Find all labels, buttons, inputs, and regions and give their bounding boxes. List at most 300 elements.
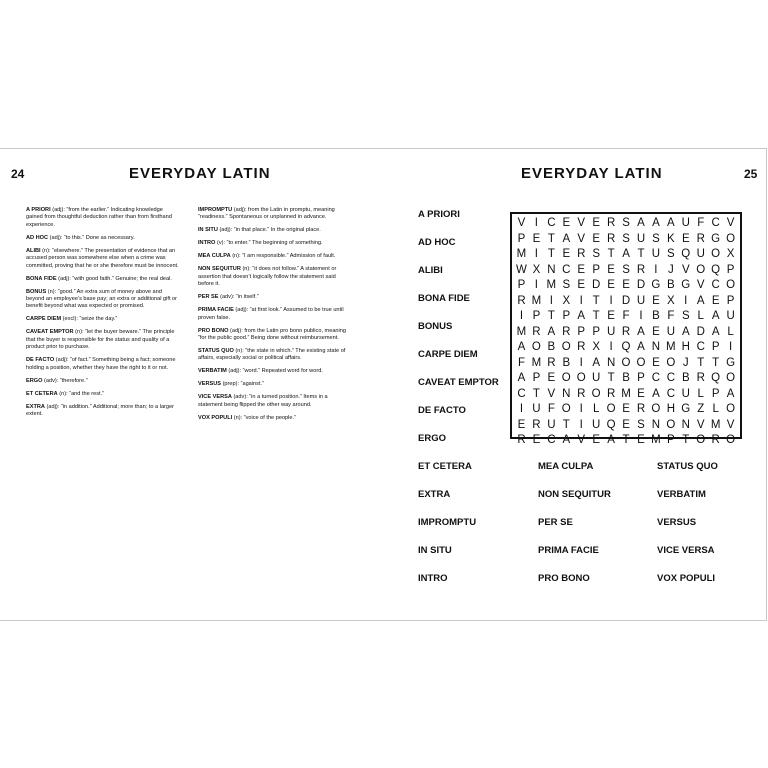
glossary-definition: (adj): from the Latin in promptu, meaning “readiness.” Spontaneous or unplanned in advance. — [198, 207, 335, 221]
grid-letter: U — [636, 232, 646, 245]
grid-letter: O — [561, 403, 571, 415]
word-list-item: EXTRA — [418, 489, 451, 500]
grid-letter: E — [652, 356, 660, 369]
grid-letter: M — [531, 294, 542, 307]
glossary-entry — [26, 207, 179, 229]
grid-letter: A — [637, 341, 645, 353]
grid-letter: N — [681, 418, 690, 431]
grid-letter: S — [562, 279, 571, 291]
glossary-entry — [26, 276, 179, 283]
grid-row — [514, 402, 738, 418]
glossary-entry — [198, 294, 351, 301]
grid-letter: O — [726, 279, 736, 291]
glossary-entry — [26, 329, 179, 351]
glossary-column-1 — [26, 207, 179, 424]
grid-letter: P — [532, 372, 541, 384]
grid-letter: I — [534, 279, 538, 291]
grid-letter: U — [532, 403, 541, 415]
grid-letter: A — [517, 341, 526, 353]
word-list-item: PRIMA FACIE — [538, 545, 599, 556]
glossary-term: INTRO — [198, 240, 216, 247]
grid-letter: I — [579, 418, 583, 431]
grid-letter: R — [606, 232, 616, 245]
grid-letter: R — [547, 356, 556, 369]
glossary-entry — [26, 289, 179, 311]
glossary-definition: (n): “elsewhere.” The presentation of evidence that an accused person was somewhere else when a crime was committed, proving that he or she therefore must be innocent. — [26, 247, 179, 269]
grid-letter: A — [562, 232, 571, 245]
word-list-item: ALIBI — [418, 265, 443, 276]
grid-letter: T — [607, 372, 615, 384]
glossary-entry — [26, 391, 179, 398]
grid-letter: X — [592, 341, 600, 353]
glossary-entry — [26, 248, 179, 270]
grid-letter: N — [651, 418, 661, 431]
glossary-term: DE FACTO — [26, 357, 55, 364]
grid-letter: K — [667, 232, 675, 245]
word-list-item: INTRO — [418, 573, 448, 584]
grid-letter: A — [577, 310, 586, 322]
glossary-entry — [198, 240, 351, 247]
glossary-definition: (n): “let the buyer beware.” The principle that the buyer is responsible for the status and quality of a product prior to purchase. — [26, 329, 175, 351]
glossary-term: CAVEAT EMPTOR — [26, 329, 74, 336]
glossary-definition: (adv): “in a turned position.” Items in a statement being flipped the other way around. — [198, 394, 328, 408]
grid-letter: R — [517, 294, 526, 307]
grid-letter: C — [666, 372, 675, 384]
glossary-term: ET CETERA — [26, 390, 58, 397]
grid-letter: E — [577, 263, 586, 276]
grid-letter: L — [712, 403, 719, 415]
grid-letter: E — [607, 310, 615, 322]
glossary-definition: (adv): “in itself.” — [218, 294, 259, 301]
grid-letter: D — [621, 294, 631, 307]
grid-letter: A — [696, 294, 705, 307]
grid-letter: O — [696, 434, 706, 446]
grid-row — [514, 216, 738, 232]
grid-letter: A — [667, 217, 675, 229]
grid-letter: G — [651, 279, 661, 291]
grid-letter: B — [667, 279, 675, 291]
grid-letter: R — [636, 403, 646, 415]
grid-letter: E — [681, 232, 690, 245]
glossary-term: VERSUS — [198, 381, 222, 388]
grid-letter: U — [592, 372, 601, 384]
left-page — [0, 149, 384, 620]
word-list-item: VERBATIM — [657, 489, 706, 500]
glossary-definition: (n): “the state in which.” The existing state of affairs, especially social or political affairs. — [198, 348, 346, 362]
grid-letter: E — [637, 387, 645, 400]
grid-row — [514, 325, 738, 341]
grid-letter: R — [696, 372, 705, 384]
grid-letter: G — [681, 403, 691, 415]
glossary-definition: (adj): from the Latin pro bono publico, meaning “for the public good.” Being done without reimbursement. — [198, 327, 347, 342]
grid-letter: C — [711, 217, 720, 229]
word-list-item: IMPROMPTU — [418, 517, 477, 528]
grid-letter: F — [667, 310, 675, 322]
grid-letter: V — [681, 263, 690, 276]
grid-letter: A — [681, 325, 690, 338]
grid-letter: L — [592, 403, 600, 415]
grid-letter: E — [652, 294, 660, 307]
grid-letter: T — [562, 418, 570, 431]
grid-letter: R — [562, 325, 571, 338]
grid-letter: E — [622, 279, 630, 291]
grid-letter: F — [547, 403, 555, 415]
grid-letter: P — [726, 294, 735, 307]
grid-letter: E — [652, 325, 660, 338]
grid-letter: F — [517, 356, 525, 369]
word-list-item: VERSUS — [657, 517, 697, 528]
right-page — [384, 149, 767, 620]
grid-letter: M — [531, 356, 542, 369]
grid-letter: S — [622, 232, 630, 245]
grid-letter: I — [579, 403, 583, 415]
glossary-term: IN SITU — [198, 227, 218, 234]
grid-letter: A — [637, 217, 645, 229]
grid-letter: R — [577, 248, 586, 260]
word-list-item: IN SITU — [418, 545, 452, 556]
grid-letter: H — [681, 341, 690, 353]
grid-row — [514, 371, 738, 387]
grid-letter: U — [592, 418, 601, 431]
grid-letter: V — [726, 418, 735, 431]
grid-letter: B — [652, 310, 660, 322]
glossary-term: MEA CULPA — [198, 253, 231, 260]
word-list-item: CAVEAT EMPTOR — [418, 377, 499, 388]
grid-letter: R — [517, 434, 526, 446]
grid-letter: Q — [711, 372, 721, 384]
grid-row — [514, 387, 738, 403]
grid-letter: T — [592, 294, 600, 307]
grid-letter: V — [547, 387, 556, 400]
grid-letter: L — [697, 310, 704, 322]
grid-letter: F — [622, 310, 630, 322]
grid-row — [514, 278, 738, 294]
grid-letter: I — [684, 294, 688, 307]
grid-letter: E — [517, 418, 526, 431]
grid-letter: I — [728, 341, 733, 353]
grid-letter: B — [622, 372, 630, 384]
glossary-definition: (n): “good.” An extra sum of money above and beyond an employee’s base pay; an extra or additional gift or benefit beyond what was expected or promised. — [26, 288, 178, 310]
grid-letter: I — [519, 310, 524, 322]
word-list-left — [418, 209, 499, 601]
grid-letter: P — [637, 372, 645, 384]
grid-letter: C — [666, 387, 675, 400]
page-title-right: EVERYDAY LATIN — [521, 165, 663, 182]
grid-letter: P — [711, 387, 720, 400]
grid-letter: C — [547, 434, 556, 446]
grid-letter: J — [667, 263, 674, 276]
grid-letter: T — [622, 434, 630, 446]
grid-letter: A — [711, 310, 720, 322]
grid-letter: S — [637, 418, 645, 431]
grid-letter: P — [577, 325, 586, 338]
glossary-entry — [198, 394, 351, 409]
grid-letter: V — [577, 217, 586, 229]
grid-letter: C — [517, 387, 526, 400]
word-list-item: STATUS QUO — [657, 461, 718, 472]
page-title-left: EVERYDAY LATIN — [129, 165, 271, 182]
glossary-term: VICE VERSA — [198, 394, 232, 401]
glossary-column-2 — [198, 207, 351, 428]
glossary-term: STATUS QUO — [198, 348, 234, 355]
glossary-term: EXTRA — [26, 403, 45, 410]
grid-letter: S — [592, 248, 600, 260]
grid-letter: O — [726, 232, 736, 245]
grid-letter: E — [637, 434, 645, 446]
grid-letter: I — [654, 263, 658, 276]
grid-letter: T — [682, 434, 690, 446]
grid-letter: E — [592, 232, 600, 245]
glossary-definition: (adj): “in addition.” Additional; more than; to a larger extent. — [26, 403, 175, 418]
glossary-entry — [198, 266, 351, 288]
grid-letter: I — [534, 248, 538, 260]
grid-letter: S — [652, 232, 660, 245]
grid-letter: P — [592, 325, 600, 338]
grid-letter: T — [637, 248, 645, 260]
grid-letter: N — [651, 341, 661, 353]
glossary-definition: (adv): “therefore.” — [42, 377, 88, 384]
grid-letter: F — [697, 217, 705, 229]
grid-letter: A — [517, 372, 526, 384]
grid-letter: R — [636, 263, 646, 276]
grid-letter: A — [637, 325, 645, 338]
grid-letter: V — [577, 434, 586, 446]
grid-letter: O — [621, 356, 631, 369]
grid-letter: C — [562, 263, 571, 276]
grid-letter: P — [517, 232, 526, 245]
grid-letter: M — [621, 387, 631, 400]
grid-letter: C — [711, 279, 720, 291]
grid-letter: O — [666, 356, 676, 369]
grid-letter: W — [516, 263, 527, 276]
grid-letter: X — [562, 294, 571, 307]
glossary-definition: (adj): “to this.” Done as necessary. — [48, 234, 135, 241]
glossary-term: VERBATIM — [198, 368, 227, 375]
grid-letter: L — [697, 387, 704, 400]
grid-letter: O — [591, 387, 601, 400]
glossary-entry — [198, 253, 351, 260]
glossary-definition: (adj): “word.” Repeated word for word. — [226, 368, 323, 375]
grid-letter: O — [576, 372, 586, 384]
word-list-right — [657, 461, 718, 601]
word-list-item: AD HOC — [418, 237, 456, 248]
grid-letter: X — [667, 294, 675, 307]
grid-letter: S — [622, 217, 630, 229]
grid-letter: E — [592, 217, 600, 229]
grid-letter: O — [666, 418, 676, 431]
grid-letter: V — [696, 418, 705, 431]
grid-letter: E — [622, 418, 630, 431]
grid-letter: E — [562, 248, 571, 260]
grid-letter: I — [639, 310, 643, 322]
grid-letter: A — [562, 434, 571, 446]
glossary-definition: (adj): “in that place.” In the original place. — [217, 227, 321, 234]
grid-letter: N — [606, 356, 616, 369]
glossary-term: VOX POPULI — [198, 414, 233, 421]
grid-letter: G — [681, 279, 691, 291]
glossary-term: ERGO — [26, 377, 43, 384]
grid-letter: V — [577, 232, 586, 245]
grid-letter: L — [727, 325, 734, 338]
grid-letter: R — [696, 232, 705, 245]
grid-letter: P — [711, 341, 720, 353]
word-list-item: ET CETERA — [418, 461, 472, 472]
glossary-term: NON SEQUITUR — [198, 266, 241, 273]
grid-letter: E — [562, 217, 571, 229]
grid-letter: E — [532, 232, 541, 245]
glossary-term: PRIMA FACIE — [198, 307, 234, 314]
grid-letter: A — [547, 325, 556, 338]
grid-letter: C — [696, 341, 705, 353]
grid-letter: A — [607, 434, 615, 446]
grid-letter: E — [711, 294, 720, 307]
glossary-term: BONA FIDE — [26, 275, 57, 282]
grid-letter: U — [696, 248, 705, 260]
glossary-definition: (v): “to enter.” The beginning of something. — [215, 240, 323, 247]
glossary-term: BONUS — [26, 288, 47, 295]
grid-letter: J — [682, 356, 689, 369]
glossary-entry — [198, 207, 351, 222]
grid-letter: V — [517, 217, 526, 229]
grid-letter: A — [592, 356, 600, 369]
grid-letter: H — [666, 403, 675, 415]
grid-letter: I — [579, 294, 583, 307]
grid-letter: O — [636, 356, 646, 369]
glossary-definition: (prep): “against.” — [221, 381, 264, 388]
glossary-term: A PRIORI — [26, 207, 51, 213]
grid-letter: A — [652, 217, 660, 229]
grid-row — [514, 309, 738, 325]
grid-letter: X — [726, 248, 735, 260]
glossary-entry — [198, 307, 351, 322]
grid-letter: M — [666, 341, 676, 353]
grid-letter: B — [562, 356, 571, 369]
grid-letter: R — [577, 341, 586, 353]
grid-letter: O — [606, 403, 616, 415]
glossary-definition: (adj): “at first look.” Assumed to be true until proven false. — [198, 307, 344, 321]
grid-letter: U — [666, 325, 675, 338]
grid-row — [514, 356, 738, 372]
grid-letter: I — [609, 341, 613, 353]
word-list-item: MEA CULPA — [538, 461, 594, 472]
grid-letter: V — [726, 217, 735, 229]
grid-letter: O — [711, 248, 721, 260]
grid-letter: R — [532, 325, 541, 338]
grid-letter: Z — [697, 403, 705, 415]
grid-letter: N — [562, 387, 571, 400]
grid-letter: I — [534, 217, 538, 229]
grid-letter: E — [532, 434, 541, 446]
grid-letter: T — [547, 248, 555, 260]
grid-letter: E — [592, 434, 600, 446]
grid-letter: E — [577, 279, 586, 291]
grid-letter: P — [532, 310, 541, 322]
grid-letter: M — [516, 248, 527, 260]
grid-letter: I — [579, 356, 583, 369]
grid-letter: E — [607, 263, 615, 276]
grid-letter: R — [606, 387, 616, 400]
grid-letter: A — [726, 387, 735, 400]
grid-letter: Q — [711, 263, 721, 276]
word-list-item: PRO BONO — [538, 573, 590, 584]
word-list-item: CARPE DIEM — [418, 349, 478, 360]
grid-letter: R — [532, 418, 541, 431]
grid-letter: T — [607, 248, 615, 260]
word-list-item: PER SE — [538, 517, 573, 528]
glossary-definition: (n): “and the rest.” — [57, 390, 105, 397]
grid-letter: P — [517, 279, 526, 291]
grid-letter: O — [561, 372, 571, 384]
grid-letter: C — [651, 372, 661, 384]
glossary-definition: (n): “voice of the people.” — [232, 414, 296, 421]
grid-letter: P — [592, 263, 600, 276]
grid-letter: T — [547, 310, 555, 322]
grid-letter: U — [547, 418, 556, 431]
grid-letter: T — [592, 310, 600, 322]
word-list-item: VICE VERSA — [657, 545, 715, 556]
grid-letter: U — [726, 310, 735, 322]
grid-letter: A — [622, 248, 630, 260]
glossary-entry — [198, 368, 351, 375]
glossary-entry — [198, 415, 351, 422]
grid-letter: R — [621, 325, 631, 338]
grid-row — [514, 433, 738, 449]
grid-letter: T — [547, 232, 555, 245]
grid-row — [514, 247, 738, 263]
glossary-entry — [198, 348, 351, 363]
grid-letter: U — [636, 294, 646, 307]
grid-letter: M — [516, 325, 527, 338]
grid-letter: A — [711, 325, 720, 338]
grid-letter: O — [696, 263, 706, 276]
grid-letter: Q — [681, 248, 691, 260]
grid-letter: I — [609, 294, 613, 307]
grid-letter: U — [606, 325, 616, 338]
glossary-entry — [198, 328, 351, 343]
grid-letter: P — [726, 263, 735, 276]
word-list-item: A PRIORI — [418, 209, 460, 220]
grid-letter: M — [651, 434, 661, 446]
word-list-item: VOX POPULI — [657, 573, 716, 584]
grid-letter: I — [549, 294, 553, 307]
grid-row — [514, 232, 738, 248]
glossary-definition: (excl): “seize the day.” — [61, 316, 118, 323]
grid-letter: G — [726, 356, 736, 369]
grid-letter: U — [681, 217, 690, 229]
grid-letter: C — [547, 217, 556, 229]
grid-row — [514, 294, 738, 310]
glossary-entry — [26, 357, 179, 372]
grid-letter: X — [532, 263, 541, 276]
glossary-definition: (adj): “of fact.” Something being a fact; someone holding a position, whether they have the right to it or not. — [26, 357, 176, 371]
grid-letter: O — [726, 403, 736, 415]
grid-letter: M — [710, 418, 721, 431]
word-list-item: DE FACTO — [418, 405, 466, 416]
word-list-middle — [538, 461, 611, 601]
grid-letter: P — [562, 310, 571, 322]
grid-letter: O — [531, 341, 541, 353]
word-list-item: BONUS — [418, 321, 453, 332]
glossary-entry — [26, 235, 179, 242]
grid-letter: R — [606, 217, 616, 229]
glossary-entry — [198, 227, 351, 234]
page-number-left: 24 — [11, 167, 25, 181]
grid-letter: S — [622, 263, 630, 276]
grid-letter: B — [681, 372, 690, 384]
glossary-entry — [26, 404, 179, 419]
grid-letter: G — [711, 232, 721, 245]
grid-letter: O — [561, 341, 571, 353]
